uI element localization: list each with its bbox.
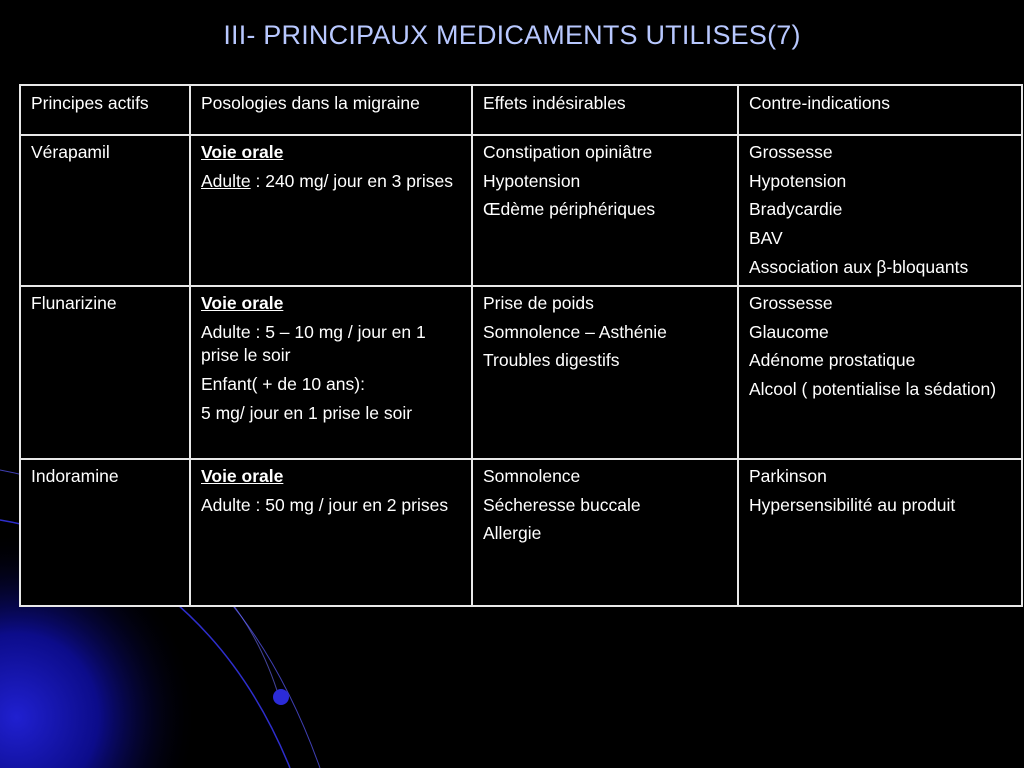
dosage-text: Enfant( + de 10 ans): xyxy=(201,374,365,394)
contre-cell xyxy=(738,135,1022,286)
page-title: III- PRINCIPAUX MEDICAMENTS UTILISES(7) xyxy=(223,20,801,50)
adult-label: Adulte xyxy=(201,170,251,191)
header-cell: Principes actifs xyxy=(20,85,190,135)
list-item: Hypotension xyxy=(749,170,847,191)
medications-table xyxy=(19,84,1023,607)
list-item: Somnolence xyxy=(483,466,581,487)
route-label: Voie orale xyxy=(201,293,284,314)
list-item: Prise de poids xyxy=(483,293,594,314)
effets-cell xyxy=(472,135,738,286)
table-row xyxy=(20,135,1022,286)
decor-dot xyxy=(273,689,289,705)
header-cell: Contre-indications xyxy=(738,85,1022,135)
effets-cell xyxy=(472,459,738,606)
header-cell: Posologies dans la migraine xyxy=(190,85,472,135)
list-item: Sécheresse buccale xyxy=(483,494,641,515)
list-item: Somnolence – Asthénie xyxy=(483,321,667,342)
list-item: Parkinson xyxy=(749,466,827,487)
list-item: BAV xyxy=(749,227,783,248)
list-item: Allergie xyxy=(483,523,542,544)
principe-cell: Indoramine xyxy=(20,459,190,606)
principe-cell: Flunarizine xyxy=(20,286,190,459)
table-row xyxy=(20,286,1022,459)
route-label: Voie orale xyxy=(201,466,284,487)
list-item: Hypotension xyxy=(483,170,581,191)
list-item: Grossesse xyxy=(749,142,833,162)
posologie-cell xyxy=(190,135,472,286)
list-item: Constipation opiniâtre xyxy=(483,142,653,162)
dosage-text: Adulte : 5 – 10 mg / jour en 1 prise le soir xyxy=(201,321,426,366)
list-item: Bradycardie xyxy=(749,199,843,220)
list-item: Hypersensibilité au produit xyxy=(749,494,956,515)
dosage-text: : 240 mg/ jour en 3 prises xyxy=(250,170,453,191)
list-item: Grossesse xyxy=(749,293,833,314)
contre-cell xyxy=(738,459,1022,606)
contre-cell xyxy=(738,286,1022,459)
list-item: Alcool ( potentialise la sédation) xyxy=(749,379,997,399)
list-item: Adénome prostatique xyxy=(749,350,916,371)
list-item: Œdème périphériques xyxy=(483,199,656,220)
route-label: Voie orale xyxy=(201,142,284,162)
list-item: Troubles digestifs xyxy=(483,350,620,371)
principe-cell: Vérapamil xyxy=(20,135,190,286)
posologie-cell xyxy=(190,286,472,459)
table-row xyxy=(20,459,1022,606)
header-cell: Effets indésirables xyxy=(472,85,738,135)
list-item: Association aux β-bloquants xyxy=(749,256,969,277)
effets-cell xyxy=(472,286,738,459)
posologie-cell xyxy=(190,459,472,606)
list-item: Glaucome xyxy=(749,321,829,342)
dosage-text: Adulte : 50 mg / jour en 2 prises xyxy=(201,494,449,515)
table-header-row xyxy=(20,85,1022,135)
dosage-text: 5 mg/ jour en 1 prise le soir xyxy=(201,402,413,423)
